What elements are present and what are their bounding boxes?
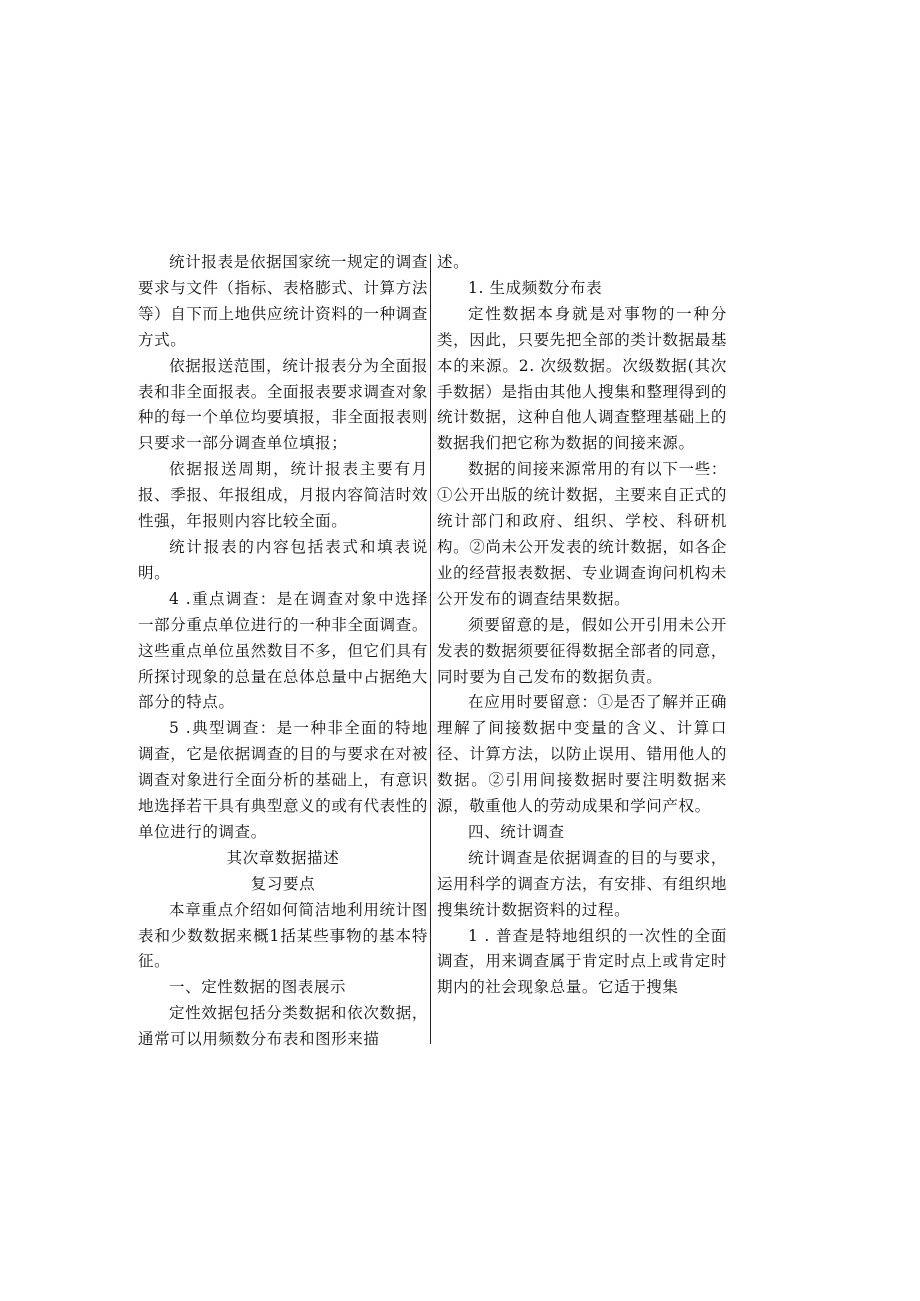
paragraph: 统计报表的内容包括表式和填表说明。 xyxy=(138,537,428,582)
section-heading: 复习要点 xyxy=(250,874,316,893)
chapter-heading: 其次章数据描述 xyxy=(226,848,340,867)
paragraph: 5 .典型调查：是一种非全面的特地调查，它是依据调查的目的与要求在对被调查对象进行全面分析的基础上，有意识地选择若干具有典型意义的或有代表性的单位进行的调查。 xyxy=(138,719,428,841)
paragraph: 统计报表是依据国家统一规定的调查要求与文件（指标、表格膨式、计算方法等）自下而上地供应统计资料的一种调查方式。 xyxy=(138,253,428,349)
paragraph: 统计调查是依据调查的目的与要求，运用科学的调查方法，有安排、有组织地搜集统计数据资料的过程。 xyxy=(437,848,727,919)
paragraph: 在应用时要留意：①是否了解并正确理解了间接数据中变量的含义、计算口径、计算方法，以防止误用、错用他人的数据。②引用间接数据时要注明数据来源，敬重他人的劳动成果和学问产权。 xyxy=(437,693,727,816)
paragraph: 述。 xyxy=(437,253,470,271)
paragraph: 依据报送范围，统计报表分为全面报表和非全面报表。全面报表要求调查对象种的每一个单位均要填报，非全面报表则只要求一部分调查单位填报； xyxy=(138,356,428,453)
paragraph: 本章重点介绍如何简洁地利用统计图表和少数数据来概1括某些事物的基本特征。 xyxy=(138,900,428,971)
subsection-heading: 一、定性数据的图表展示 xyxy=(169,978,347,997)
right-column xyxy=(431,250,727,1053)
paragraph: 定性效据包括分类数据和依次数据，通常可以用频数分布表和图形来描 xyxy=(138,1004,428,1049)
subsection-heading: 1. 生成频数分布表 xyxy=(468,278,603,297)
paragraph: 4 .重点调查：是在调查对象中选择一部分重点单位进行的一种非全面调查。这些重点单位虽然数目不多，但它们具有所探讨现象的总量在总体总量中占据绝大部分的特点。 xyxy=(138,589,428,712)
left-column xyxy=(138,250,430,1053)
paragraph: 数据的间接来源常用的有以下一些：①公开出版的统计数据，主要来自正式的统计部门和政府、组织、学校、科研机构。②尚未公开发表的统计数据，如各企业的经营报表数据、专业调查询问机构未公开发布的调查结果数据。 xyxy=(437,460,727,608)
paragraph: 定性数据本身就是对事物的一种分类，因此，只要先把全部的类计数据最基本的来源。2. 次级数据。次级数据(其次手数据）是指由其他人搜集和整理得到的统计数据，这种自他人调查整理基础上的数据我们把它称为数据的间接来源。 xyxy=(437,304,727,453)
paragraph: 须要留意的是，假如公开引用未公开发表的数据须要征得数据全部者的同意，同时要为自己发布的数据负责。 xyxy=(437,615,727,686)
document-page xyxy=(138,250,730,1053)
paragraph: 1 . 普查是特地组织的一次性的全面调查，用来调查属于肯定时点上或肯定时期内的社会现象总量。它适于搜集 xyxy=(437,926,727,997)
subsection-heading: 四、统计调查 xyxy=(468,822,565,841)
paragraph: 依据报送周期，统计报表主要有月报、季报、年报组成，月报内容简洁时效性强，年报则内容比较全面。 xyxy=(138,460,428,531)
